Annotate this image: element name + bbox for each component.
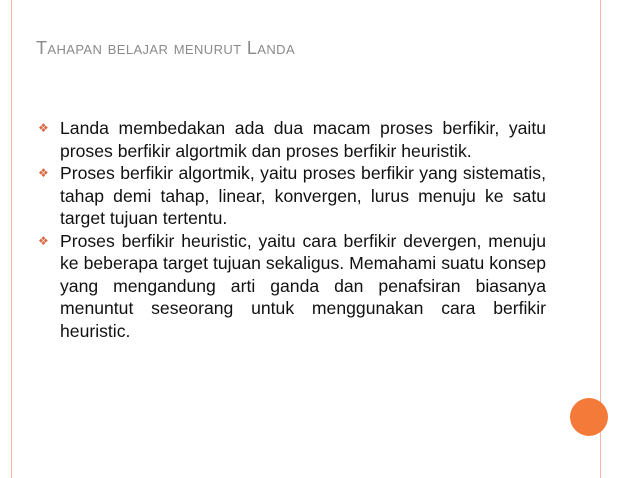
bullet-text: Proses berfikir heuristic, yaitu cara berfikir devergen, menuju ke beberapa target tujuan sekaligus. Memahami suatu konsep yang mengandung arti ganda dan penafsiran biasanya menuntut seseorang untuk menggunakan cara berfikir heuristic. — [60, 230, 546, 341]
bullet-text: Proses berfikir algortmik, yaitu proses berfikir yang sistematis, tahap demi tahap, linear, konvergen, lurus menuju ke satu target tujuan tertentu. — [60, 163, 546, 228]
bullet-item-algoritmik — [38, 162, 546, 230]
bullet-item-landa — [38, 117, 546, 162]
slide-title: Tahapan belajar menurut Landa — [36, 38, 296, 58]
bullet-list — [38, 117, 546, 342]
bullet-item-heuristic — [38, 230, 546, 343]
four-diamond-bullet-icon: ❖ — [38, 166, 49, 180]
orange-circle-decoration — [570, 398, 608, 436]
left-frame-line — [11, 0, 12, 478]
bullet-text: Landa membedakan ada dua macam proses berfikir, yaitu proses berfikir algortmik dan proses berfikir heuristik. — [60, 118, 546, 161]
four-diamond-bullet-icon: ❖ — [38, 233, 49, 248]
four-diamond-bullet-icon: ❖ — [38, 121, 49, 135]
